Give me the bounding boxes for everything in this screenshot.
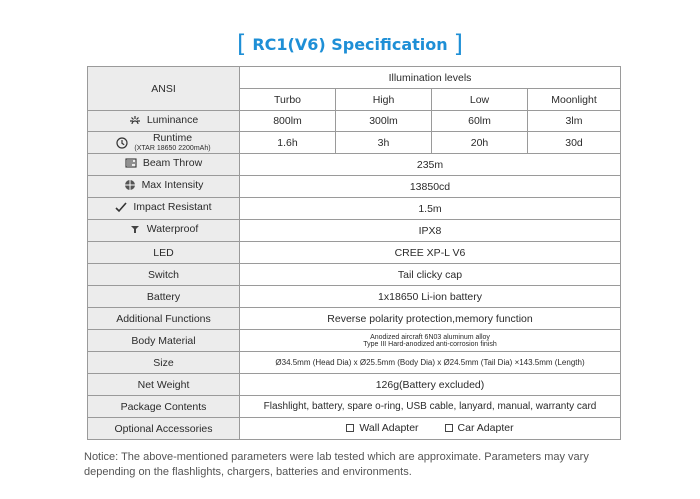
table-row (88, 220, 621, 242)
runtime-moonlight: 30d (528, 132, 621, 154)
car-adapter-checkbox (445, 424, 453, 432)
switch-label: Switch (88, 264, 240, 286)
waterproof-icon (129, 223, 141, 235)
page-title (237, 32, 463, 56)
table-row (88, 132, 621, 154)
beam-throw-label-cell (88, 154, 240, 176)
switch-value: Tail clicky cap (240, 264, 621, 286)
max-intensity-label-cell (88, 176, 240, 198)
luminance-low: 60lm (432, 111, 528, 132)
impact-label-cell (88, 198, 240, 220)
mode-turbo: Turbo (240, 89, 336, 111)
right-bracket: ] (453, 30, 464, 58)
table-row (88, 67, 621, 89)
spec-table (87, 66, 621, 440)
size-label: Size (88, 352, 240, 374)
led-label: LED (88, 242, 240, 264)
luminance-icon (129, 114, 141, 126)
illumination-header: Illumination levels (240, 67, 621, 89)
impact-label: Impact Resistant (133, 201, 212, 213)
left-bracket: [ (236, 30, 247, 58)
mode-moonlight: Moonlight (528, 89, 621, 111)
beam-throw-value: 235m (240, 154, 621, 176)
luminance-high: 300lm (336, 111, 432, 132)
table-row (88, 352, 621, 374)
luminance-moonlight: 3lm (528, 111, 621, 132)
beam-throw-label: Beam Throw (142, 157, 203, 169)
luminance-label: Luminance (146, 113, 199, 126)
waterproof-label-cell (88, 220, 240, 242)
notice-text: Notice: The above-mentioned parameters were lab tested which are approximate. Parameters may vary depending on the flashlights, chargers, batteries and environments. (84, 451, 589, 478)
weight-value: 126g(Battery excluded) (240, 374, 621, 396)
package-value: Flashlight, battery, spare o-ring, USB cable, lanyard, manual, warranty card (240, 396, 621, 418)
impact-value: 1.5m (240, 198, 621, 220)
table-row (88, 308, 621, 330)
table-row (88, 264, 621, 286)
runtime-low: 20h (432, 132, 528, 154)
table-row (88, 330, 621, 352)
title-text: RC1(V6) Specification (252, 34, 448, 54)
table-row (88, 154, 621, 176)
material-line-2: Type III Hard-anodized anti-corrosion finish (363, 340, 497, 348)
clock-icon (116, 137, 128, 149)
functions-value: Reverse polarity protection,memory function (240, 308, 621, 330)
table-row (88, 418, 621, 440)
material-label: Body Material (88, 330, 240, 352)
table-row (88, 111, 621, 132)
battery-value: 1x18650 Li-ion battery (240, 286, 621, 308)
title-area (0, 32, 700, 56)
luminance-label-cell (88, 111, 240, 132)
waterproof-value: IPX8 (240, 220, 621, 242)
runtime-label: Runtime (152, 132, 193, 145)
runtime-sublabel: (XTAR 18650 2200mAh) (134, 144, 211, 152)
table-row (88, 374, 621, 396)
luminance-turbo: 800lm (240, 111, 336, 132)
battery-label: Battery (88, 286, 240, 308)
runtime-high: 3h (336, 132, 432, 154)
table-row (88, 176, 621, 198)
mode-low: Low (432, 89, 528, 111)
beam-throw-icon (125, 157, 137, 169)
functions-label: Additional Functions (88, 308, 240, 330)
max-intensity-value: 13850cd (240, 176, 621, 198)
mode-high: High (336, 89, 432, 111)
table-row (88, 242, 621, 264)
car-adapter-label: Car Adapter (457, 422, 514, 434)
impact-icon (115, 201, 127, 213)
runtime-label-cell (88, 132, 240, 154)
material-value (240, 330, 621, 352)
package-label: Package Contents (88, 396, 240, 418)
accessories-label: Optional Accessories (88, 418, 240, 440)
material-line-1: Anodized aircraft 6N03 aluminum alloy (370, 333, 490, 341)
table-row (88, 198, 621, 220)
weight-label: Net Weight (88, 374, 240, 396)
intensity-icon (124, 179, 136, 191)
table-row (88, 286, 621, 308)
table-row (88, 396, 621, 418)
waterproof-label: Waterproof (146, 223, 199, 235)
max-intensity-label: Max Intensity (141, 179, 204, 191)
runtime-turbo: 1.6h (240, 132, 336, 154)
accessories-value (240, 418, 621, 440)
wall-adapter-checkbox (346, 424, 354, 432)
size-value: Ø34.5mm (Head Dia) x Ø25.5mm (Body Dia) x Ø24.5mm (Tail Dia) ×143.5mm (Length) (240, 352, 621, 374)
ansi-header: ANSI (88, 67, 240, 111)
led-value: CREE XP-L V6 (240, 242, 621, 264)
wall-adapter-label: Wall Adapter (359, 422, 419, 434)
